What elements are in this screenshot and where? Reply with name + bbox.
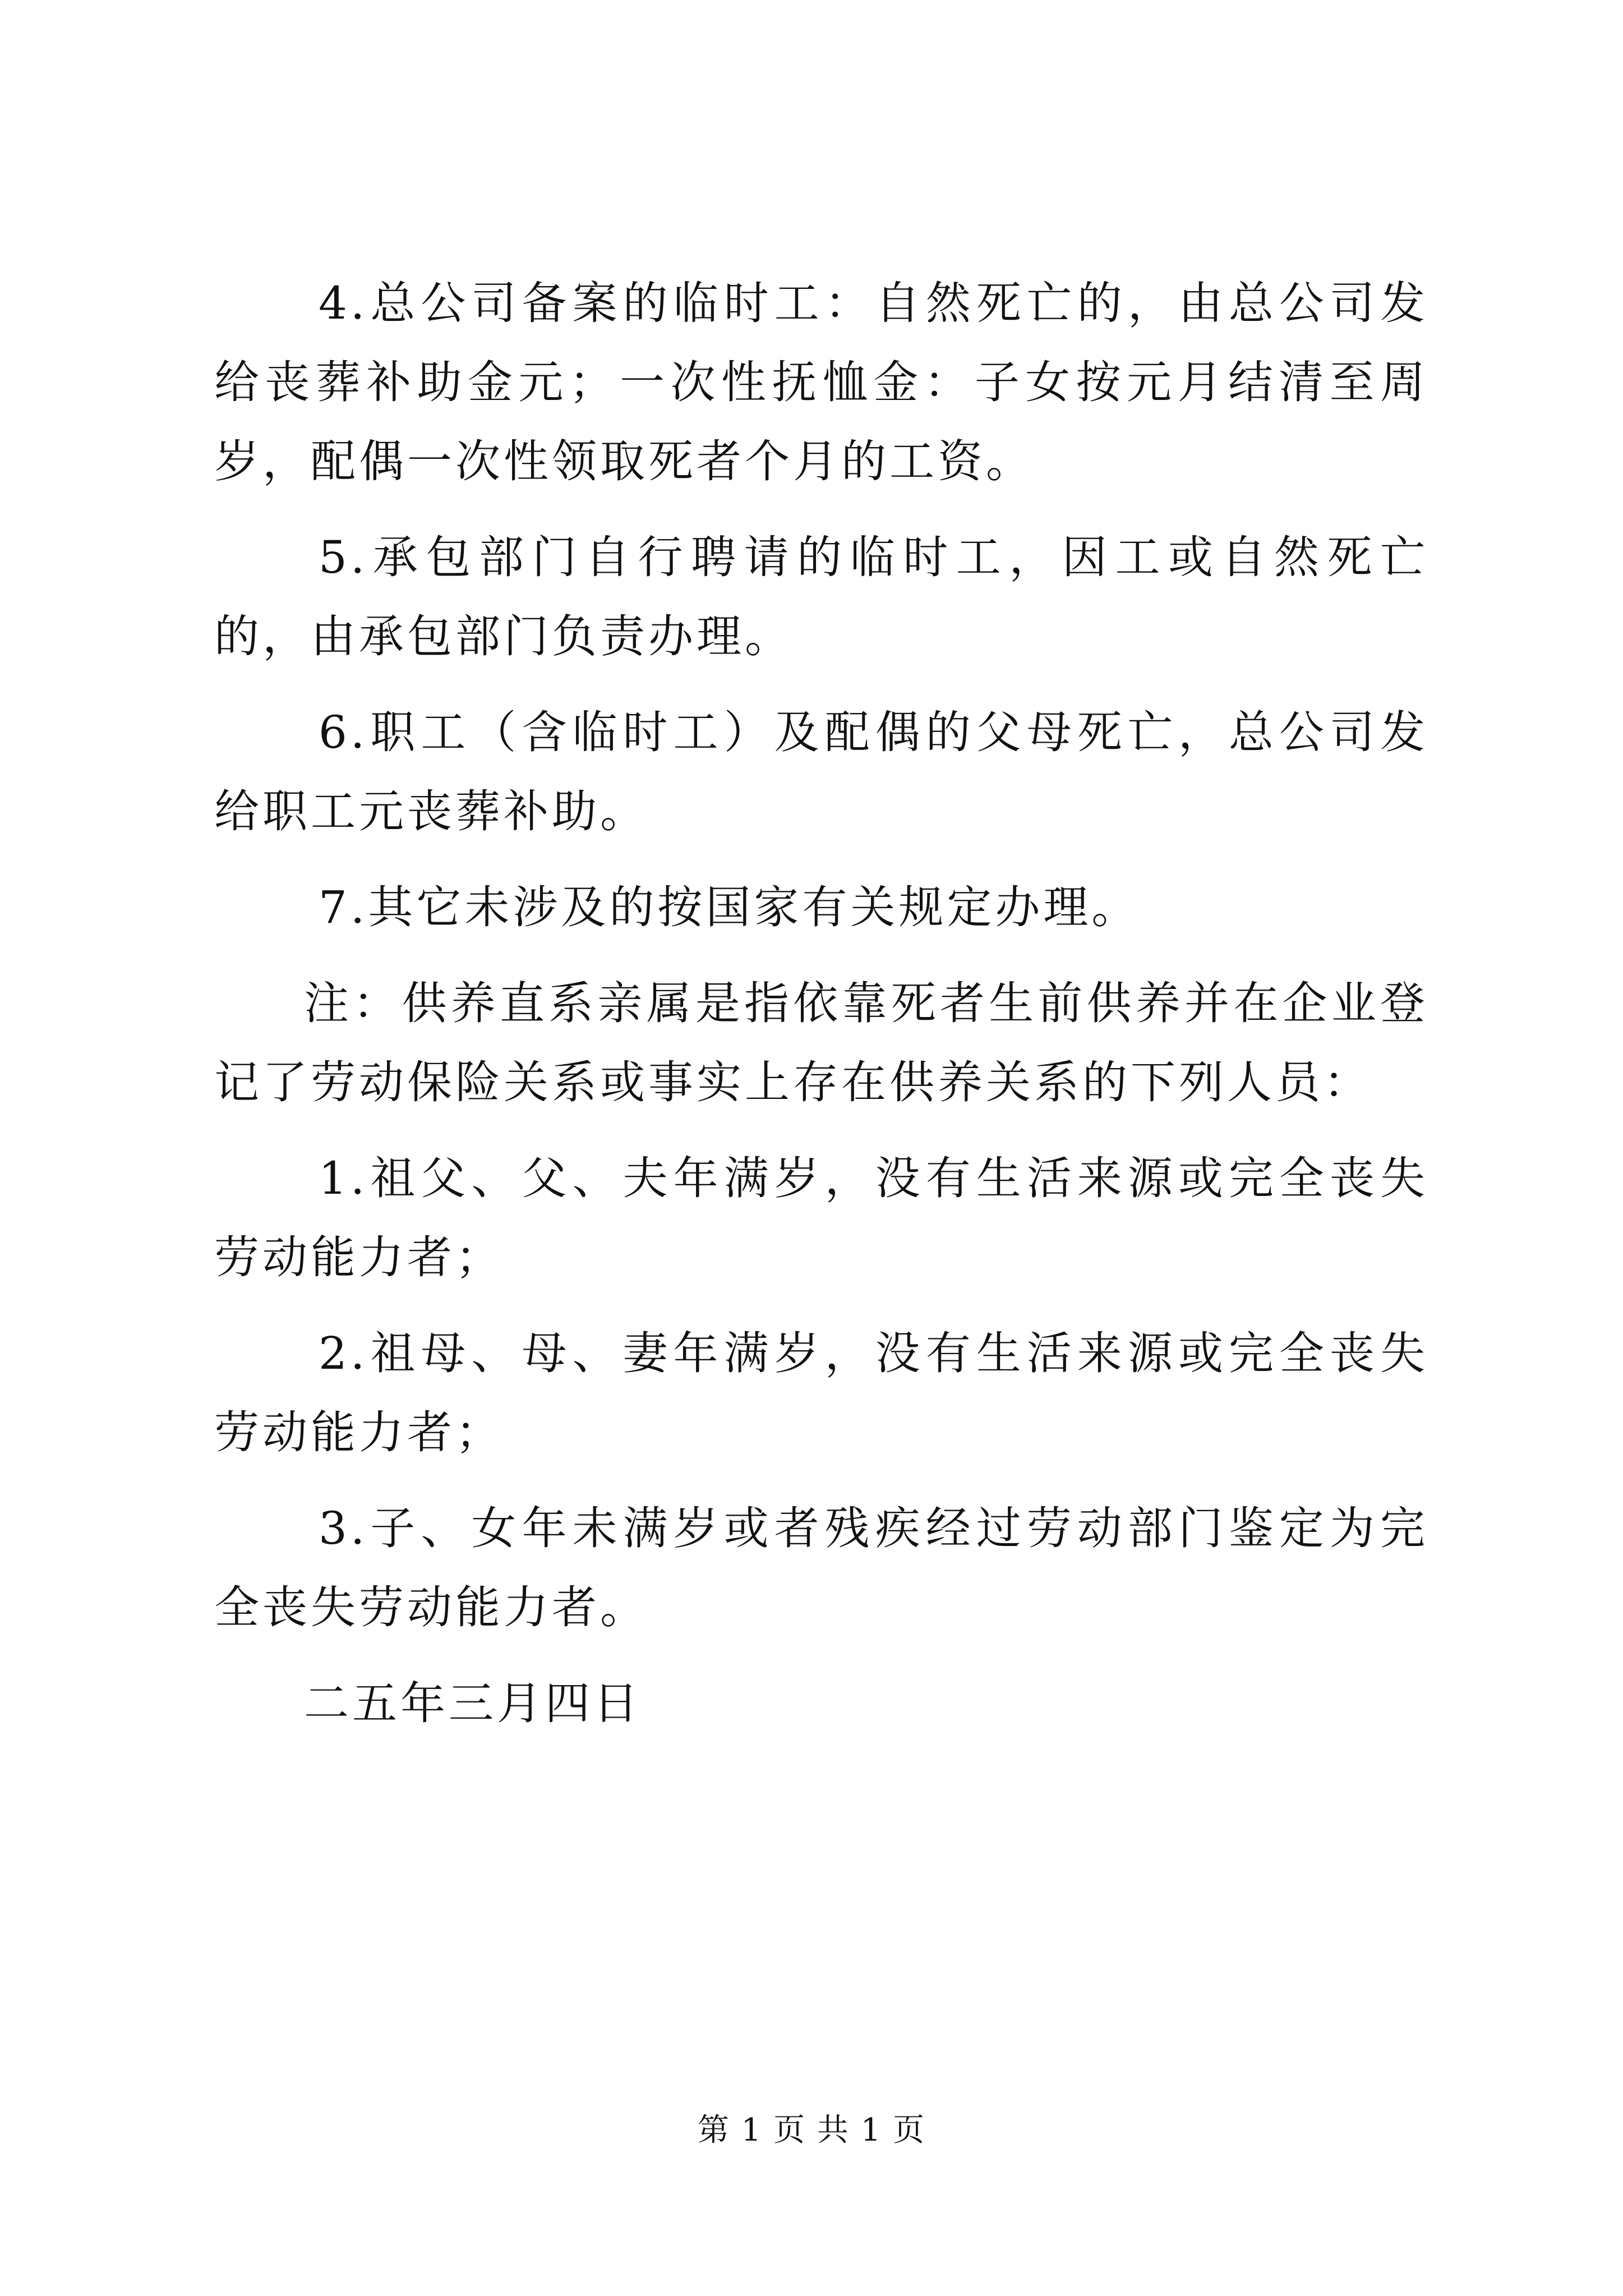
page-footer: 第 1 页 共 1 页 — [697, 2112, 926, 2148]
paragraph-item-7: 7.其它未涉及的按国家有关规定办理。 — [319, 881, 1140, 933]
note-item-1: 1.祖父、父、夫年满岁，没有生活来源或完全丧失劳动能力者； — [214, 1152, 1428, 1283]
paragraph-item-4: 4.总公司备案的临时工：自然死亡的，由总公司发给丧葬补助金元；一次性抚恤金：子女按元月结清至周岁，配偶一次性领取死者个月的工资。 — [214, 277, 1428, 487]
note-item-3: 3.子、女年未满岁或者残疾经过劳动部门鉴定为完全丧失劳动能力者。 — [214, 1502, 1428, 1634]
paragraph-item-6: 6.职工（含临时工）及配偶的父母死亡，总公司发给职工元丧葬补助。 — [214, 706, 1428, 838]
document-body — [214, 264, 1428, 1760]
paragraph-item-5: 5.承包部门自行聘请的临时工，因工或自然死亡的，由承包部门负责办理。 — [214, 531, 1428, 662]
note-paragraph: 注：供养直系亲属是指依靠死者生前供养并在企业登记了劳动保险关系或事实上存在供养关系的下列人员： — [214, 977, 1428, 1108]
document-date: 二五年三月四日 — [304, 1677, 642, 1729]
note-item-2: 2.祖母、母、妻年满岁，没有生活来源或完全丧失劳动能力者； — [214, 1327, 1428, 1458]
